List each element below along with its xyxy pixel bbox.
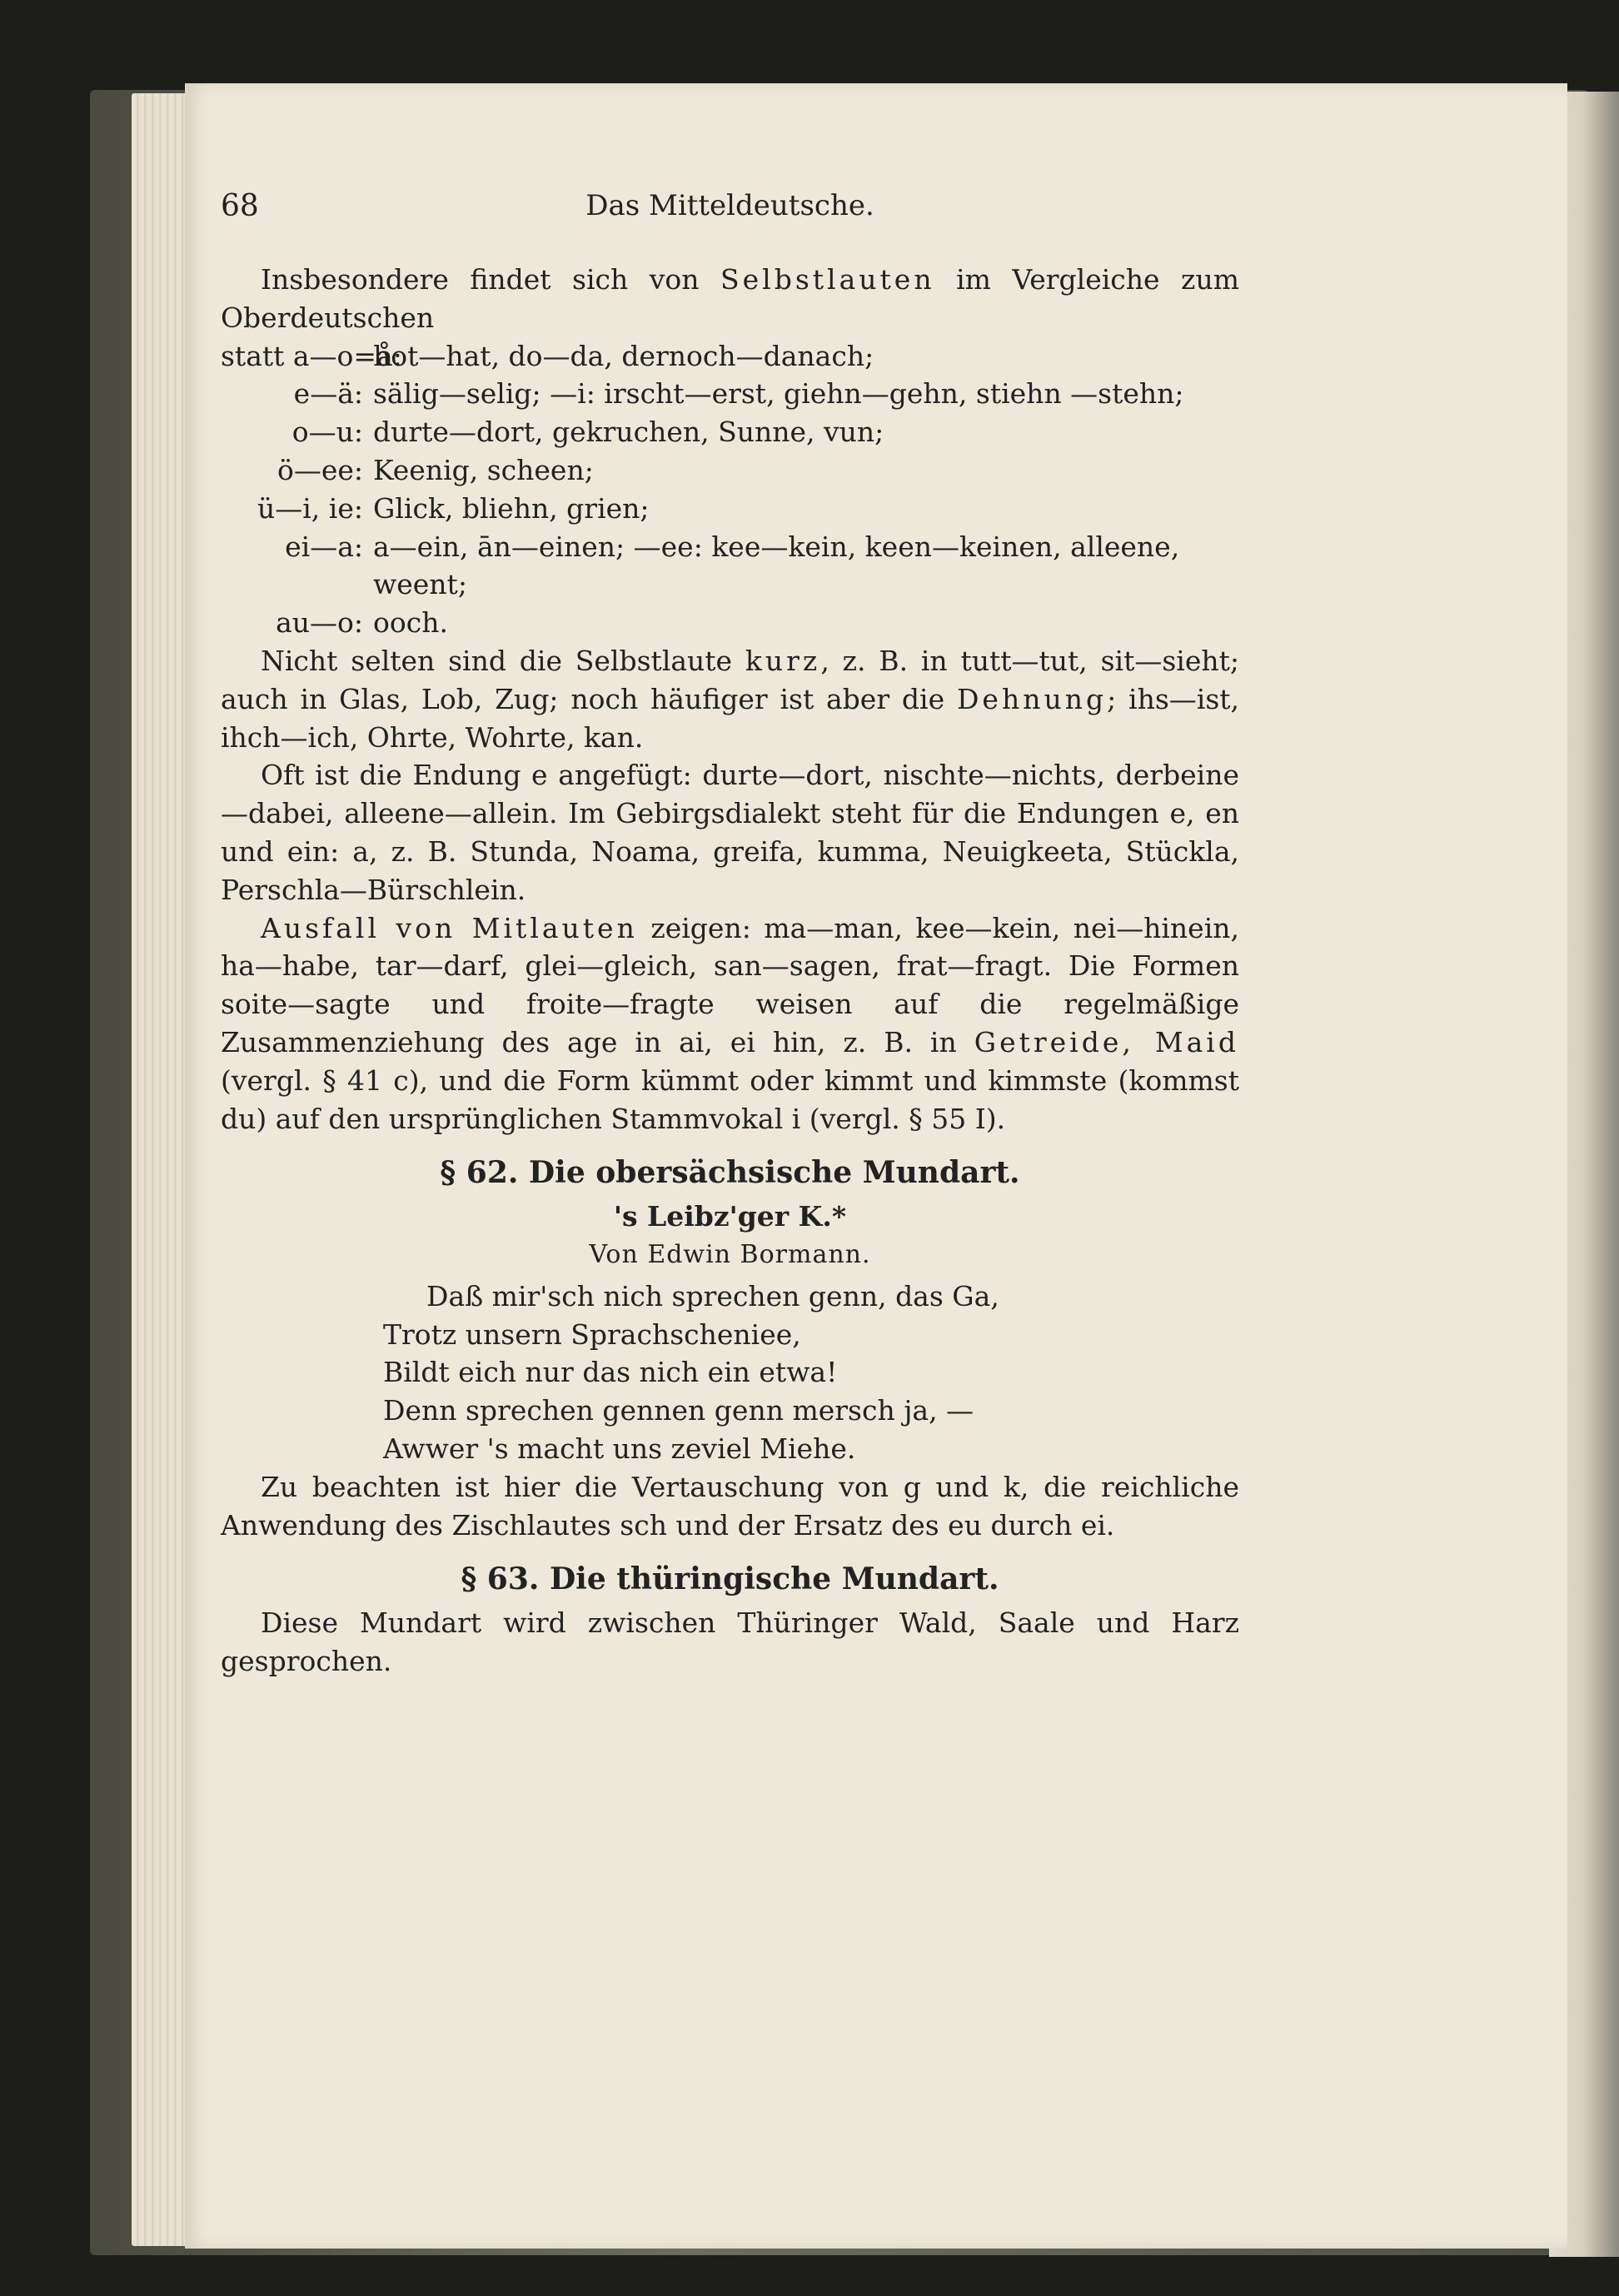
term-getreide-maid: Getreide, Maid — [974, 1025, 1239, 1058]
vowel-lead: ü—i, ie: — [257, 491, 363, 525]
vowel-row — [221, 451, 1239, 490]
vowel-examples: a—ein, ān—einen; —ee: kee—kein, keen—keinen, alleene, weent; — [373, 530, 1180, 601]
poem-line: Bildt eich nur das nich ein etwa! — [383, 1356, 838, 1389]
text-run: (vergl. § 41 c), und die Form kümmt oder kimmt und kimmste (kommst du) auf den ursprünglichen Stammvokal i (vergl. § 55 I). — [221, 1063, 1239, 1135]
vowel-lead: au—o: — [276, 606, 363, 640]
vowel-lead: ö—ee: — [276, 453, 363, 486]
poem-line: Denn sprechen gennen genn mersch ja, — — [383, 1394, 974, 1427]
page-header — [221, 187, 1239, 237]
vowel-lead: ei—a: — [285, 530, 363, 563]
text-run: , z. B. in tutt—tut, sit—sieht; auch in Glas, Lob, Zug; noch häufiger ist aber die — [221, 644, 1239, 715]
paragraph-consonant-loss — [221, 909, 1239, 1138]
term-dehnung: Dehnung — [956, 682, 1108, 715]
vowel-lead: e—ä: — [293, 377, 363, 411]
text-run: Nicht selten sind die Selbstlaute — [261, 644, 745, 677]
paragraph-short-vowels — [221, 642, 1239, 756]
intro-term: Selbstlauten — [720, 263, 935, 296]
term-kurz: kurz — [745, 644, 821, 677]
page-number: 68 — [221, 189, 259, 223]
vowel-row — [221, 413, 1239, 451]
page-content — [221, 187, 1239, 1681]
vowel-examples: Keenig, scheen; — [373, 453, 594, 486]
section-63-text: Diese Mundart wird zwischen Thüringer Wald, Saale und Harz gesprochen. — [221, 1606, 1239, 1677]
intro-paragraph — [221, 261, 1239, 337]
paragraph-endings: Oft ist die Endung e angefügt: durte—dort, nischte—nichts, derbeine—dabei, alleene—allein. Im Gebirgsdialekt steht für die Endungen e, en und ein: a, z. B. Stunda, Noama, greifa, kumma, Neuigkeeta, Stückla, Perschla—Bürschlein. — [221, 759, 1239, 906]
poem-author: Von Edwin Bormann. — [589, 1239, 871, 1269]
vowel-list — [221, 337, 1239, 642]
vowel-examples: durte—dort, gekruchen, Sunne, vun; — [373, 416, 884, 449]
vowel-examples: Glick, bliehn, grien; — [373, 491, 650, 525]
term-ausfall: Ausfall von Mitlauten — [261, 911, 638, 944]
vowel-row — [221, 604, 1239, 642]
running-head: Das Mitteldeutsche. — [585, 189, 874, 222]
poem — [383, 1277, 1239, 1468]
section-63-heading: § 63. Die thüringische Mundart. — [461, 1561, 999, 1597]
poem-line: Awwer 's macht uns zeviel Miehe. — [383, 1432, 856, 1465]
poem-line: Daß mir'sch nich sprechen genn, das Ga, — [426, 1279, 999, 1312]
vowel-lead: o—u: — [291, 416, 363, 449]
vowel-examples: sälig—selig; —i: irscht—erst, giehn—gehn, stiehn —stehn; — [373, 377, 1184, 411]
intro-rest: im Vergleiche zum Oberdeutschen — [221, 263, 1239, 334]
poem-title: 's Leibz'ger K.* — [613, 1200, 847, 1233]
vowel-row — [221, 375, 1239, 413]
section-62-note: Zu beachten ist hier die Vertauschung von g und k, die reichliche Anwendung des Zischlautes sch und der Ersatz des eu durch ei. — [221, 1470, 1239, 1541]
text-run: zeigen: ma—man, kee—kein, nei—hinein, ha—habe, tar—darf, glei—gleich, san—sagen, frat—fragt. Die Formen soite—sagte und froite—fragte weisen auf die regelmäßige Zusammenziehung des age in ai, ei hin, z. B. in — [221, 911, 1239, 1058]
intro-lead: Insbesondere findet sich von — [261, 263, 721, 296]
vowel-examples: hot—hat, do—da, dernoch—danach; — [373, 339, 874, 372]
section-62-heading: § 62. Die obersächsische Mundart. — [440, 1155, 1020, 1191]
vowel-lead: statt a—o=å: — [221, 339, 402, 372]
vowel-row — [221, 528, 1239, 605]
vowel-row — [221, 337, 1239, 376]
vowel-row — [221, 490, 1239, 528]
vowel-examples: ooch. — [373, 606, 448, 640]
poem-line: Trotz unsern Sprachscheniee, — [383, 1317, 801, 1351]
text-run: ; ihs—ist, ihch—ich, Ohrte, Wohrte, kan. — [221, 682, 1240, 754]
